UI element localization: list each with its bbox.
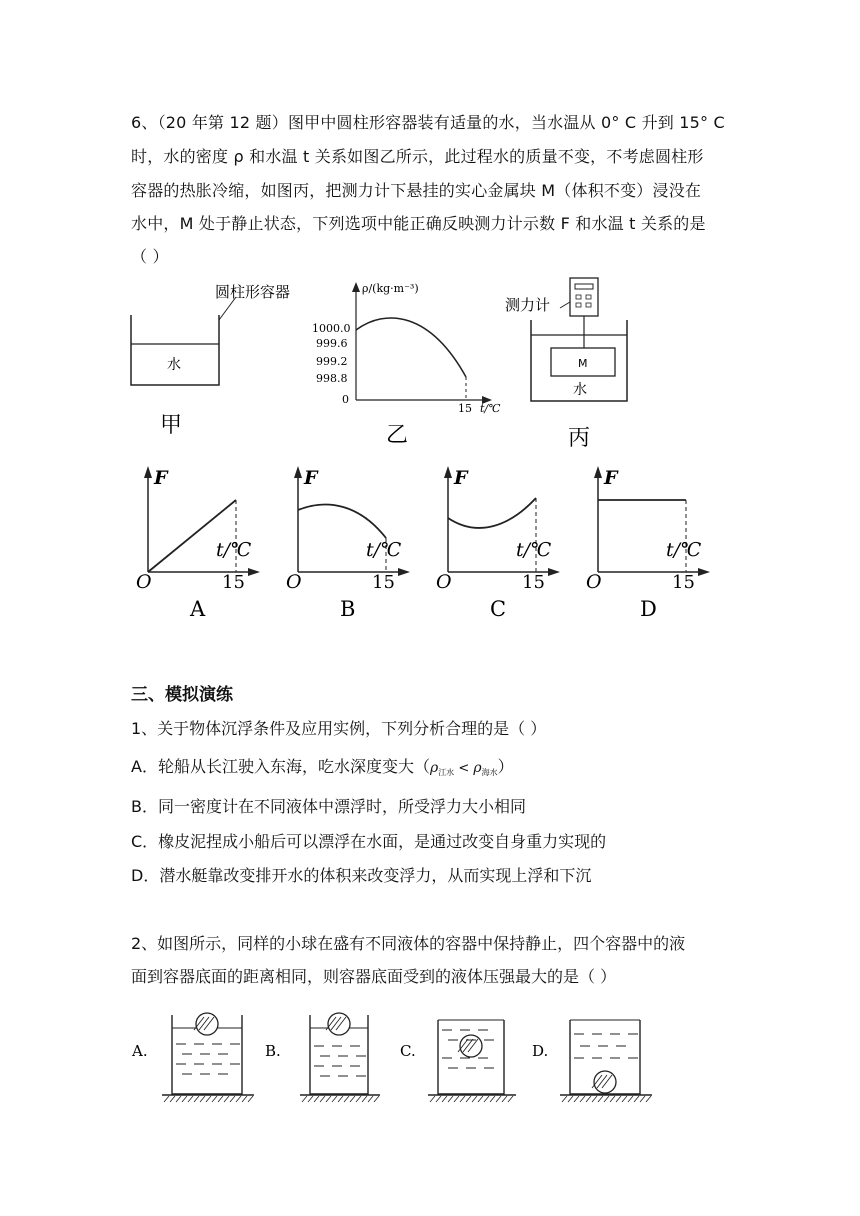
ground-hatch	[338, 1096, 343, 1102]
ground-hatch	[574, 1096, 579, 1102]
x-axis-arrow	[698, 568, 710, 576]
answer-graphs	[130, 460, 750, 630]
rho-symbol-1: ρ	[429, 760, 439, 776]
ground-hatch	[622, 1096, 627, 1102]
ground-hatch	[502, 1096, 507, 1102]
graph-xtick: 15	[372, 572, 395, 593]
ground-hatch	[490, 1096, 495, 1102]
sub-haishui: 海水	[481, 768, 498, 777]
ball	[196, 1013, 218, 1035]
ground-hatch	[436, 1096, 441, 1102]
ground-hatch	[640, 1096, 645, 1102]
ground-hatch	[454, 1096, 459, 1102]
ground-hatch	[194, 1096, 199, 1102]
ground-hatch	[634, 1096, 639, 1102]
ground-hatch	[350, 1096, 355, 1102]
graph-ylabel: F	[304, 467, 318, 489]
ball	[328, 1013, 350, 1035]
ground-hatch	[218, 1096, 223, 1102]
ground-hatch	[616, 1096, 621, 1102]
q2-container-c	[400, 1020, 516, 1102]
answer-graph-a	[136, 466, 260, 621]
graph-xlabel: t/℃	[666, 539, 702, 561]
ground-hatch	[242, 1096, 247, 1102]
q6-line-4: 水中，M 处于静止状态，下列选项中能正确反映测力计示数 F 和水温 t 关系的是	[131, 214, 706, 233]
ground-hatch	[604, 1096, 609, 1102]
answer-graph-b	[286, 466, 410, 621]
answer-graph-d	[586, 466, 710, 621]
y-axis-arrow	[444, 466, 452, 478]
q1-stem: 1、关于物体沉浮条件及应用实例，下列分析合理的是（ ）	[131, 719, 547, 738]
q2-container-a	[131, 1013, 254, 1102]
q2-option-label: A.	[132, 1042, 148, 1060]
q1-option-a	[131, 757, 514, 783]
figure-yi	[290, 272, 520, 447]
graph-letter: B	[340, 597, 356, 621]
graph-xlabel: t/℃	[216, 539, 252, 561]
ground-hatch	[182, 1096, 187, 1102]
ground-hatch	[580, 1096, 585, 1102]
ground-hatch	[176, 1096, 181, 1102]
graph-ylabel: F	[454, 467, 468, 489]
ground-hatch	[362, 1096, 367, 1102]
curve-up-curve	[448, 498, 536, 528]
graph-xtick: 15	[222, 572, 245, 593]
ground-hatch	[188, 1096, 193, 1102]
ground-hatch	[484, 1096, 489, 1102]
q2-line-2: 面到容器底面的距离相同，则容器底面受到的液体压强最大的是（ ）	[131, 967, 617, 986]
ground-hatch	[368, 1096, 373, 1102]
bing-liquid: 水	[573, 382, 587, 398]
q2-figures	[120, 1000, 760, 1110]
graph-origin: O	[286, 571, 302, 593]
ground-hatch	[562, 1096, 567, 1102]
q6-line-2: 时，水的密度 ρ 和水温 t 关系如图乙所示，此过程水的质量不变，不考虑圆柱形	[131, 147, 704, 166]
graph-letter: A	[190, 597, 206, 621]
graph-xtick: 15	[522, 572, 545, 593]
x-axis-arrow	[248, 568, 260, 576]
ground-hatch	[586, 1096, 591, 1102]
graph-xtick: 15	[672, 572, 695, 593]
ground-hatch	[496, 1096, 501, 1102]
graph-letter: C	[490, 597, 507, 621]
jia-label: 甲	[160, 413, 183, 438]
ground-hatch	[610, 1096, 615, 1102]
ground-hatch	[320, 1096, 325, 1102]
ground-hatch	[314, 1096, 319, 1102]
yi-xlabel: t/℃	[480, 402, 501, 415]
ground-hatch	[568, 1096, 573, 1102]
section-3-title: 三、模拟演练	[131, 685, 233, 705]
graph-ylabel: F	[154, 467, 168, 489]
jia-liquid: 水	[167, 357, 181, 373]
bing-block: M	[578, 357, 588, 370]
graph-origin: O	[436, 571, 452, 593]
ground-hatch	[508, 1096, 513, 1102]
ground-hatch	[448, 1096, 453, 1102]
ground-hatch	[430, 1096, 435, 1102]
q2-container-b	[265, 1013, 380, 1102]
ground-hatch	[200, 1096, 205, 1102]
q6-line-5: （ ）	[131, 247, 169, 266]
q1-option-a-text: A．轮船从长江驶入东海，吃水深度变大（	[131, 757, 430, 776]
ground-hatch	[374, 1096, 379, 1102]
q2-line-1: 2、如图所示，同样的小球在盛有不同液体的容器中保持静止，四个容器中的液	[131, 934, 686, 953]
answer-graph-c	[436, 466, 560, 621]
ground-hatch	[170, 1096, 175, 1102]
curve-rising-line	[148, 500, 236, 572]
curve-down-curve	[298, 505, 386, 538]
less-than-sign: <	[454, 761, 474, 776]
ground-hatch	[164, 1096, 169, 1102]
q1-option-b: B．同一密度计在不同液体中漂浮时，所受浮力大小相同	[131, 797, 526, 816]
bing-label: 丙	[568, 426, 591, 450]
ground-hatch	[212, 1096, 217, 1102]
ground-hatch	[356, 1096, 361, 1102]
ground-hatch	[326, 1096, 331, 1102]
ground-hatch	[248, 1096, 253, 1102]
sub-jiangshui: 江水	[438, 768, 455, 777]
figure-bing	[500, 270, 650, 450]
x-axis-arrow	[398, 568, 410, 576]
ground-hatch	[628, 1096, 633, 1102]
yi-ylabel: ρ/(kg·m⁻³)	[362, 282, 419, 295]
ground-hatch	[308, 1096, 313, 1102]
ground-hatch	[206, 1096, 211, 1102]
y-axis-arrow	[144, 466, 152, 478]
ground-hatch	[472, 1096, 477, 1102]
q2-option-label: B.	[265, 1042, 281, 1060]
yi-ytick-999-6: 999.6	[316, 337, 348, 350]
yi-origin: 0	[342, 393, 349, 406]
yi-label: 乙	[386, 423, 409, 447]
ground-hatch	[344, 1096, 349, 1102]
ground-hatch	[460, 1096, 465, 1102]
q6-line-1: 6、（20 年第 12 题）图甲中圆柱形容器装有适量的水，当水温从 0° C 升到 15° C	[131, 113, 725, 132]
ground-hatch	[466, 1096, 471, 1102]
ground-hatch	[598, 1096, 603, 1102]
option-a-close-paren: ）	[497, 757, 514, 776]
ground-hatch	[592, 1096, 597, 1102]
ground-hatch	[646, 1096, 651, 1102]
ground-hatch	[442, 1096, 447, 1102]
jia-callout: 圆柱形容器	[215, 283, 291, 301]
rho-symbol-2: ρ	[473, 760, 482, 776]
graph-origin: O	[586, 571, 602, 593]
yi-ytick-1000-0: 1000.0	[312, 322, 351, 335]
q2-option-label: C.	[400, 1042, 416, 1060]
graph-xlabel: t/℃	[366, 539, 402, 561]
y-axis-arrow	[594, 466, 602, 478]
yi-xtick: 15	[458, 402, 472, 415]
y-axis-arrow	[294, 466, 302, 478]
q6-line-3: 容器的热胀冷缩，如图丙，把测力计下悬挂的实心金属块 M（体积不变）浸没在	[131, 181, 702, 200]
graph-xlabel: t/℃	[516, 539, 552, 561]
ground-hatch	[224, 1096, 229, 1102]
q1-option-c: C．橡皮泥捏成小船后可以漂浮在水面，是通过改变自身重力实现的	[131, 832, 607, 851]
graph-origin: O	[136, 571, 152, 593]
yi-ytick-998-8: 998.8	[316, 372, 348, 385]
q2-container-d	[532, 1020, 652, 1102]
ground-hatch	[478, 1096, 483, 1102]
ground-hatch	[302, 1096, 307, 1102]
yi-ytick-999-2: 999.2	[316, 355, 348, 368]
ball	[460, 1035, 482, 1057]
ball	[594, 1071, 616, 1093]
ground-hatch	[230, 1096, 235, 1102]
graph-ylabel: F	[604, 467, 618, 489]
bing-callout: 测力计	[505, 296, 551, 314]
ground-hatch	[332, 1096, 337, 1102]
x-axis-arrow	[548, 568, 560, 576]
q1-option-d: D．潜水艇靠改变排开水的体积来改变浮力，从而实现上浮和下沉	[131, 866, 592, 885]
q2-option-label: D.	[532, 1042, 549, 1060]
ground-hatch	[236, 1096, 241, 1102]
graph-letter: D	[640, 597, 657, 621]
